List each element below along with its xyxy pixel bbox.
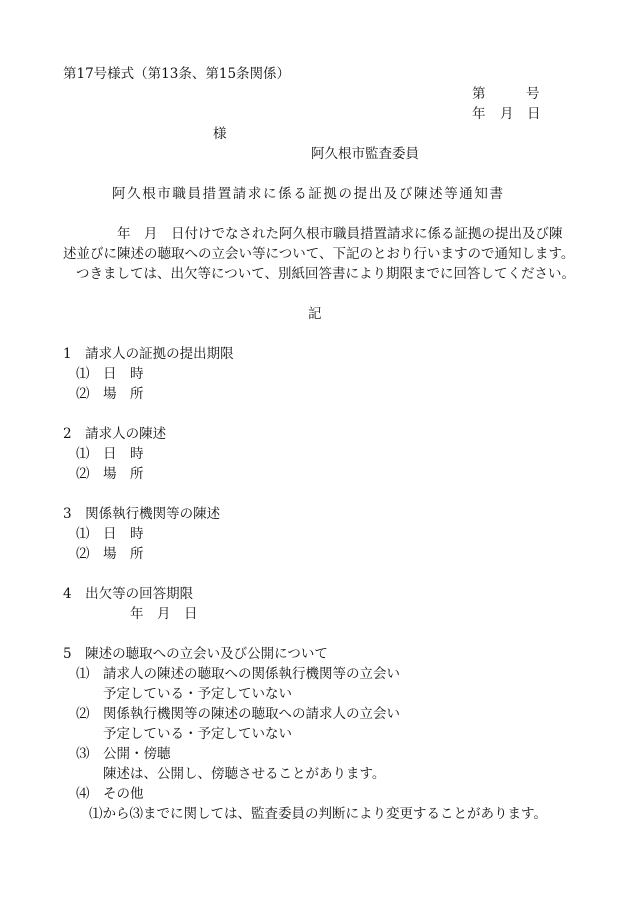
section-2-heading: 2 請求人の陳述 bbox=[63, 426, 167, 442]
body-line-1: 年 月 日付けでなされた阿久根市職員措置請求に係る証拠の提出及び陳 bbox=[117, 226, 563, 242]
section-3-heading: 3 関係執行機関等の陳述 bbox=[63, 506, 221, 522]
section-5-item-1-value: 予定している・予定していない bbox=[103, 686, 292, 702]
date-year: 年 bbox=[472, 106, 486, 122]
section-1-date-label: ⑴ 日 時 bbox=[76, 366, 144, 382]
section-3-place-label: ⑵ 場 所 bbox=[76, 546, 144, 562]
section-5-item-2-label: ⑵ 関係執行機関等の陳述の聴取への請求人の立会い bbox=[76, 706, 400, 722]
section-5-item-1-label: ⑴ 請求人の陳述の聴取への関係執行機関等の立会い bbox=[76, 666, 400, 682]
document-title: 阿久根市職員措置請求に係る証拠の提出及び陳述等通知書 bbox=[112, 186, 505, 202]
section-5-item-2-value: 予定している・予定していない bbox=[103, 726, 292, 742]
section-5-item-3-value: 陳述は、公開し、傍聴させることがあります。 bbox=[103, 766, 386, 782]
section-5-item-3-label: ⑶ 公開・傍聴 bbox=[76, 746, 171, 762]
section-5-item-4-label: ⑷ その他 bbox=[76, 786, 144, 802]
ki-heading: 記 bbox=[308, 306, 322, 322]
date-day: 日 bbox=[527, 106, 541, 122]
section-5-item-4-value: ⑴から⑶までに関しては、監査委員の判断により変更することがあります。 bbox=[89, 806, 547, 822]
section-4-heading: 4 出欠等の回答期限 bbox=[63, 586, 194, 602]
date-month: 月 bbox=[500, 106, 514, 122]
addressee-suffix: 様 bbox=[213, 126, 227, 142]
section-4-date: 年 月 日 bbox=[130, 606, 198, 622]
number-suffix: 号 bbox=[526, 86, 540, 102]
section-1-heading: 1 請求人の証拠の提出期限 bbox=[63, 346, 234, 362]
sender-name: 阿久根市監査委員 bbox=[311, 146, 419, 162]
section-2-date-label: ⑴ 日 時 bbox=[76, 446, 144, 462]
number-prefix: 第 bbox=[472, 86, 486, 102]
section-2-place-label: ⑵ 場 所 bbox=[76, 466, 144, 482]
section-5-heading: 5 陳述の聴取への立会い及び公開について bbox=[63, 646, 328, 662]
section-1-place-label: ⑵ 場 所 bbox=[76, 386, 144, 402]
form-label: 第17号様式（第13条、第15条関係） bbox=[63, 66, 291, 82]
body-line-2: 述並びに陳述の聴取への立会い等について、下記のとおり行いますので通知します。 bbox=[63, 246, 575, 262]
body-line-3: つきましては、出欠等について、別紙回答書により期限までに回答してください。 bbox=[76, 266, 575, 282]
section-3-date-label: ⑴ 日 時 bbox=[76, 526, 144, 542]
